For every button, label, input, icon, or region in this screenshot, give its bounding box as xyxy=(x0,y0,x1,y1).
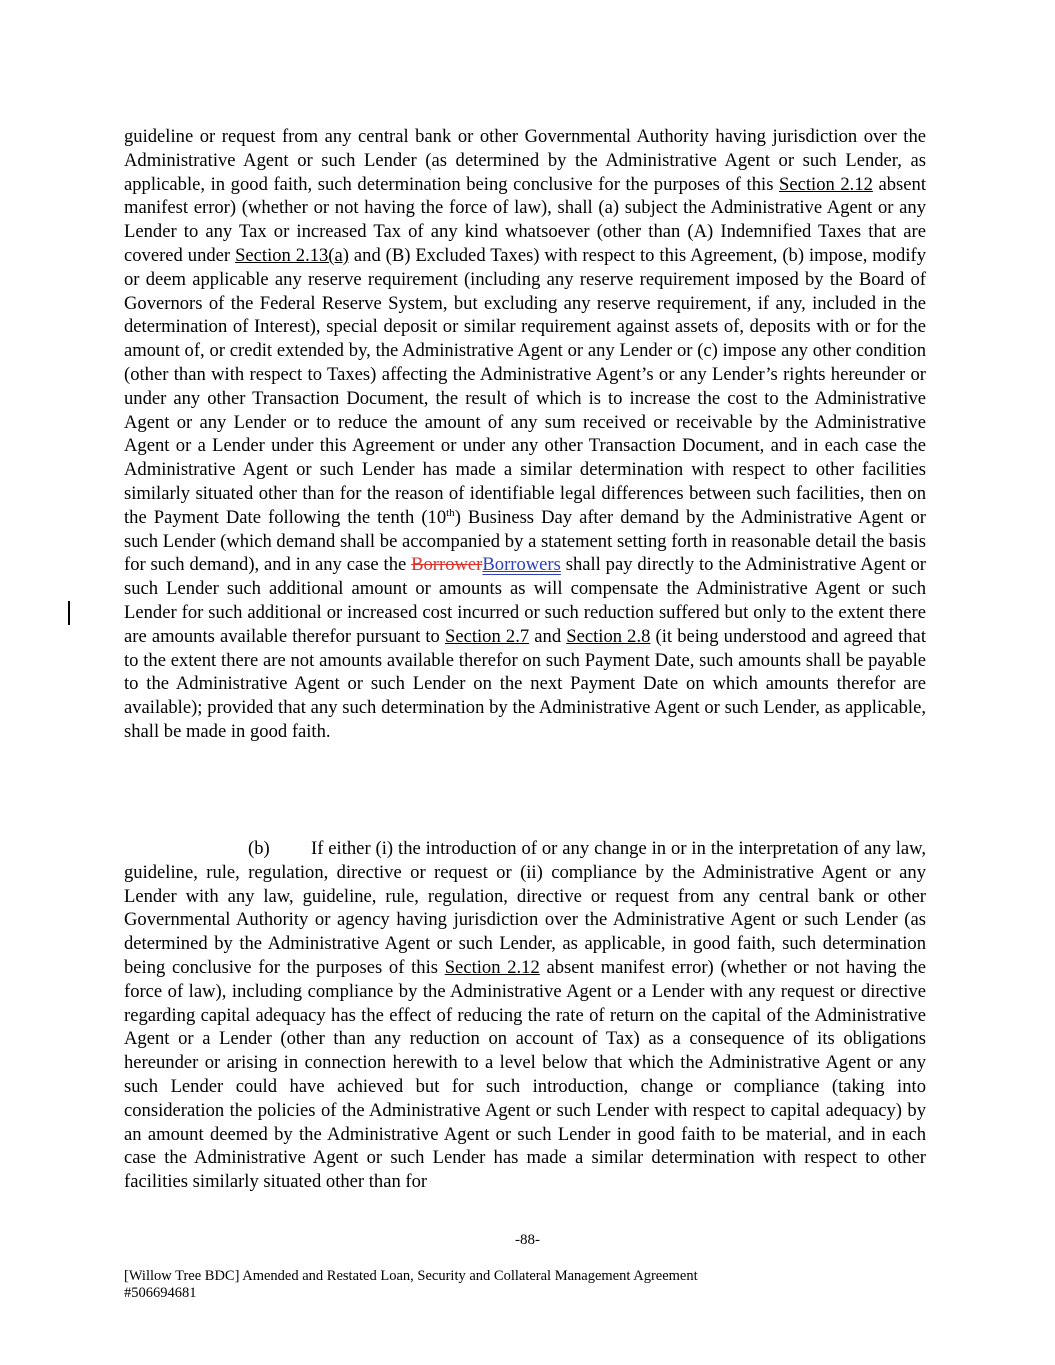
paragraph-a-continuation xyxy=(124,125,926,744)
text-run: (it being understood and agreed that to the extent there are not amounts available therefor on such Payment Date, such amounts shall be payable to the Administrative Agent or such Lender on the next Payment Date on which amounts therefor are available); provided that any such determination by the Administrative Agent or such Lender, as applicable, shall be made in good faith. xyxy=(124,625,926,742)
deleted-text: Borrower xyxy=(411,554,483,576)
footer xyxy=(124,1268,698,1302)
text-run: ) Business Day after demand by the Administrative Agent or such Lender (which demand shall be accompanied by a statement setting forth in reasonable detail the basis for such demand), and in any case the xyxy=(124,506,926,576)
section-reference: Section 2.12 xyxy=(779,173,873,195)
section-reference: Section 2.12 xyxy=(444,956,540,978)
text-run: If either (i) the introduction of or any change in or in the interpretation of any law, guideline, rule, regulation, directive or request or (ii) compliance by the Administrative Agent or any Lender with any law, guideline, rule, regulation, directive or request from any central bank or other Governmental Authority or agency having jurisdiction over the Administrative Agent or such Lender (as determined by the Administrative Agent or such Lender, as applicable, in good faith, such determination being conclusive for the purposes of this xyxy=(124,838,926,978)
text-run: guideline or request from any central bank or other Governmental Authority having jurisdiction over the Administrative Agent or such Lender (as determined by the Administrative Agent or such Lender, as applicable, in good faith, such determination being conclusive for the purposes of this xyxy=(124,126,926,195)
paragraph-marker: (b) xyxy=(248,838,270,859)
inserted-text: Borrowers xyxy=(482,554,561,576)
text-run: shall pay directly to the Administrative Agent or such Lender such additional amount or amounts as will compensate the Administrative Agent or such Lender for such additional or increased cost incurred or such reduction suffered but only to the extent there are amounts available therefor pursuant to xyxy=(124,554,926,647)
footer-title: [Willow Tree BDC] Amended and Restated Loan, Security and Collateral Management Agreement xyxy=(124,1268,698,1284)
change-bar xyxy=(68,601,70,625)
paragraph-b xyxy=(124,837,926,1194)
footer-doc-id: #506694681 xyxy=(124,1285,197,1301)
section-reference: Section 2.13(a) xyxy=(235,244,349,266)
ordinal-superscript: th xyxy=(446,506,455,519)
text-run: absent manifest error) (whether or not having the force of law), including compliance by the Administrative Agent or a Lender with any request or directive regarding capital adequacy has the effect of reducing the rate of return on the capital of the Administrative Agent or a Lender (other than any reduction on account of Tax) as a consequence of its obligations hereunder or arising in connection herewith to a level below that which the Administrative Agent or any such Lender could have achieved but for such introduction, change or compliance (taking into consideration the policies of the Administrative Agent or such Lender with respect to capital adequacy) by an amount deemed by the Administrative Agent or such Lender in good faith to be material, and in each case the Administrative Agent or such Lender has made a similar determination with respect to other facilities similarly situated other than for xyxy=(124,956,926,1193)
text-run: absent manifest error) (whether or not having the force of law), shall (a) subject the Administrative Agent or any Lender to any Tax or increased Tax of any kind whatsoever (other than (A) Indemnified Taxes that are covered under xyxy=(124,173,927,266)
text-run: and (B) Excluded Taxes) with respect to this Agreement, (b) impose, modify or deem applicable any reserve requirement (including any reserve requirement imposed by the Board of Governors of the Federal Reserve System, but excluding any reserve requirement, if any, included in the determination of Interest), special deposit or similar requirement against assets of, deposits with or for the amount of, or credit extended by, the Administrative Agent or any Lender or (c) impose any other condition (other than with respect to Taxes) affecting the Administrative Agent’s or any Lender’s rights hereunder or under any other Transaction Document, the result of which is to increase the cost to the Administrative Agent or any Lender or to reduce the amount of any sum received or receivable by the Administrative Agent or a Lender under this Agreement or under any other Transaction Document, and in each case the Administrative Agent or such Lender has made a similar determination with respect to other facilities similarly situated other than for the reason of identifiable legal differences between such facilities, then on the Payment Date following the tenth (10 xyxy=(124,244,926,528)
page-number: -88- xyxy=(515,1232,540,1248)
section-reference: Section 2.8 xyxy=(566,625,651,647)
section-reference: Section 2.7 xyxy=(444,625,530,647)
text-run: and xyxy=(529,625,567,647)
